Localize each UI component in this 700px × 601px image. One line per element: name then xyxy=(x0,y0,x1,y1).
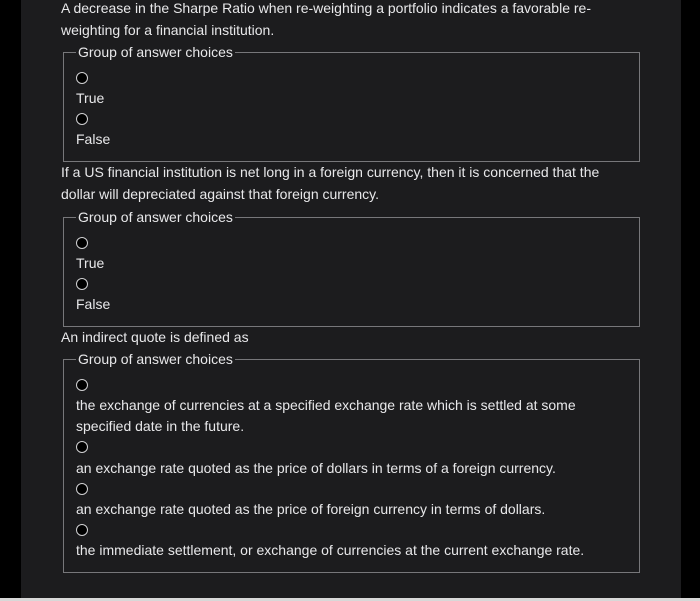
choice-4-label[interactable]: the immediate settlement, or exchange of currencies at the current exchange rate. xyxy=(76,542,585,558)
choice-1-label[interactable]: the exchange of currencies at a specified exchange rate which is settled at some specified date in the future. xyxy=(76,397,576,434)
choice-3-label[interactable]: an exchange rate quoted as the price of foreign currency in terms of dollars. xyxy=(76,501,546,517)
question-1-choices xyxy=(63,44,640,162)
question-3-text: An indirect quote is defined as xyxy=(61,329,249,345)
group-label: Group of answer choices xyxy=(78,209,233,225)
choice-2-label[interactable]: an exchange rate quoted as the price of dollars in terms of a foreign currency. xyxy=(76,460,556,476)
radio-choice-4[interactable] xyxy=(76,524,88,536)
group-label: Group of answer choices xyxy=(78,44,233,60)
radio-true[interactable] xyxy=(76,72,88,84)
choice-true-label[interactable]: True xyxy=(76,90,105,106)
group-label: Group of answer choices xyxy=(78,351,233,367)
radio-false[interactable] xyxy=(76,278,88,290)
choice-false-label[interactable]: False xyxy=(76,131,111,147)
choice-true-label[interactable]: True xyxy=(76,255,105,271)
radio-choice-3[interactable] xyxy=(76,483,88,495)
choice-false-label[interactable]: False xyxy=(76,296,111,312)
radio-false[interactable] xyxy=(76,113,88,125)
question-3-choices xyxy=(63,351,640,573)
question-2-text: If a US financial institution is net long in a foreign currency, then it is concerned that the dollar will depreciated against that foreign currency. xyxy=(61,164,600,202)
question-1-text: A decrease in the Sharpe Ratio when re-weighting a portfolio indicates a favorable re-weighting for a financial institution. xyxy=(61,0,591,38)
question-2-choices xyxy=(63,209,640,327)
radio-choice-1[interactable] xyxy=(76,379,88,391)
radio-choice-2[interactable] xyxy=(76,441,88,453)
radio-true[interactable] xyxy=(76,237,88,249)
